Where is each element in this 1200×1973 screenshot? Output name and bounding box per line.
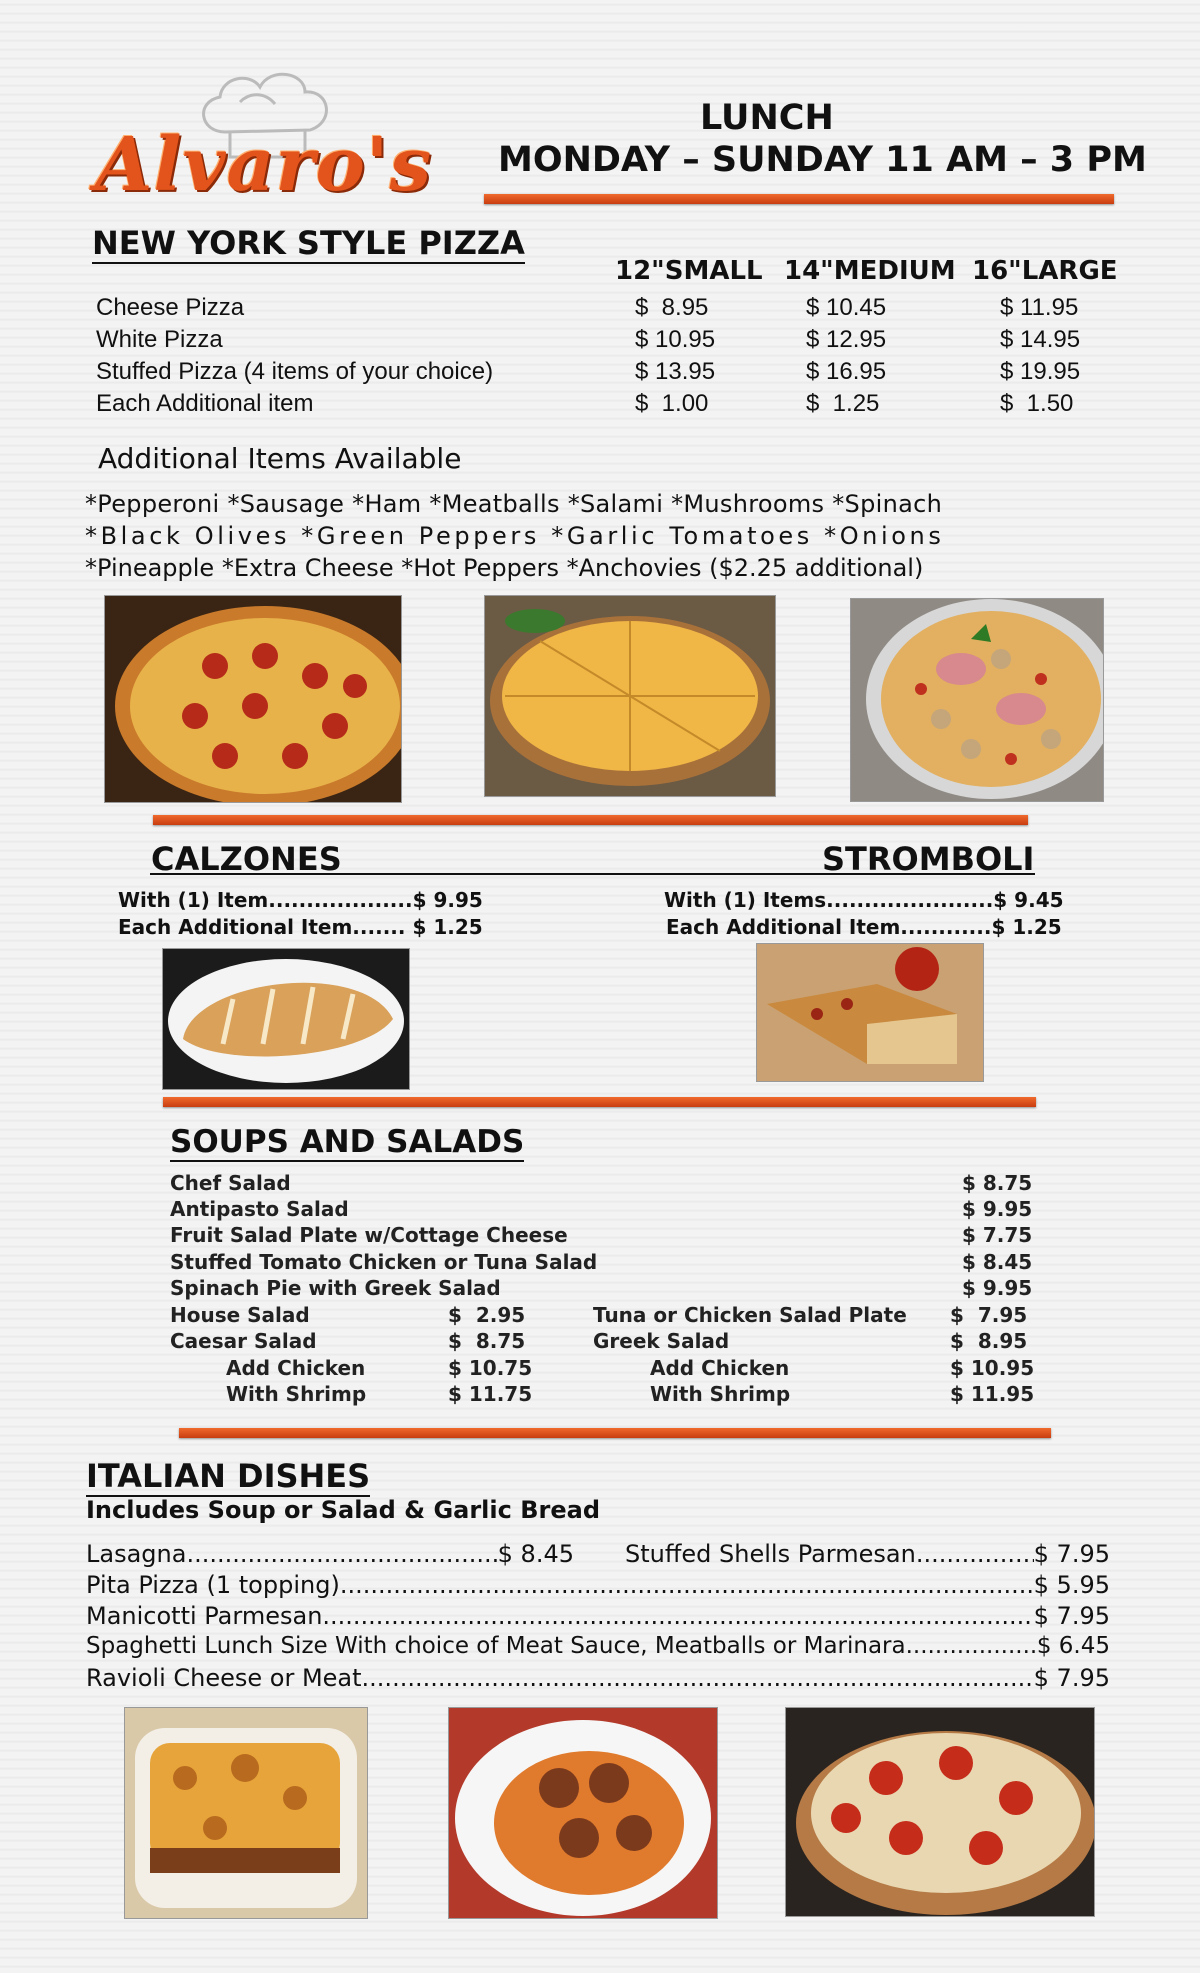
pizza-name: Stuffed Pizza (4 items of your choice) [96,358,494,385]
header-divider [484,194,1114,204]
dish-name: Manicotti Parmesan [86,1602,323,1630]
salad-price: $ 9.95 [962,1276,1033,1300]
header-lunch: LUNCH [700,98,834,138]
header-hours: MONDAY – SUNDAY 11 AM – 3 PM [498,140,1147,180]
pizza-divider [153,815,1028,825]
size-small: 12"SMALL [615,256,763,286]
leader-dots [186,1540,497,1568]
dish-name: Ravioli Cheese or Meat [86,1664,362,1692]
italian-title: ITALIAN DISHES [86,1457,371,1495]
soups-divider [179,1428,1051,1438]
price-small: $ 10.95 [635,326,716,353]
stromboli-price-additional: Each Additional Item............$ 1.25 [666,915,1062,939]
logo [90,62,470,212]
menu-row [86,1664,1110,1692]
price-small: $ 1.00 [635,390,709,417]
salad-item: House Salad [170,1303,310,1327]
stromboli-photo [756,943,984,1082]
salad-price: $ 8.95 [950,1329,1028,1353]
salad-price: $ 11.75 [448,1382,533,1406]
supreme-pizza-photo [850,598,1104,802]
price-medium: $ 1.25 [806,390,880,417]
stromboli-price-item: With (1) Items......................$ 9.45 [664,888,1064,912]
leader-dots [362,1664,1034,1692]
pizza-row [96,326,223,354]
salad-price: $ 10.95 [950,1356,1035,1380]
pizza-row [96,294,244,322]
calzones-title: CALZONES [151,840,342,878]
price-medium: $ 16.95 [806,358,887,385]
salad-price: $ 10.75 [448,1356,533,1380]
salad-item: Tuna or Chicken Salad Plate [593,1303,907,1327]
leader-dots [916,1540,1034,1568]
price-large: $ 19.95 [1000,358,1081,385]
salad-price: $ 8.75 [962,1171,1033,1195]
price-large: $ 11.95 [1000,294,1079,321]
dish-price: $ 8.45 [497,1540,574,1568]
menu-row-lasagna [86,1540,574,1568]
price-small: $ 8.95 [635,294,709,321]
price-medium: $ 10.45 [806,294,887,321]
pizza-name: Each Additional item [96,390,314,417]
dish-price: $ 6.45 [1036,1633,1110,1659]
salad-item: Chef Salad [170,1171,291,1195]
menu-row [86,1571,1110,1599]
menu-row-shells [625,1540,1110,1568]
additional-items-line: *Pineapple *Extra Cheese *Hot Peppers *Anchovies ($2.25 additional) [85,554,924,582]
salad-price: $ 2.95 [448,1303,526,1327]
salad-price: $ 7.75 [962,1223,1033,1247]
salad-price: $ 11.95 [950,1382,1035,1406]
calzone-photo [162,948,410,1090]
salad-item: Stuffed Tomato Chicken or Tuna Salad [170,1250,598,1274]
price-large: $ 14.95 [1000,326,1081,353]
dish-name: Pita Pizza (1 topping) [86,1571,340,1599]
salad-item: With Shrimp [650,1382,791,1406]
dish-price: $ 7.95 [1033,1664,1110,1692]
leader-dots [340,1571,1034,1599]
salad-item: Antipasto Salad [170,1197,349,1221]
leader-dots [906,1633,1037,1659]
additional-items-line: *Pepperoni *Sausage *Ham *Meatballs *Salami *Mushrooms *Spinach [85,490,943,518]
size-medium: 14"MEDIUM [784,256,956,286]
calzone-price-additional: Each Additional Item....... $ 1.25 [118,915,483,939]
dish-name: Spaghetti Lunch Size With choice of Meat Sauce, Meatballs or Marinara [86,1633,906,1659]
salad-price: $ 9.95 [962,1197,1033,1221]
salad-price: $ 8.75 [448,1329,526,1353]
menu-row [86,1602,1110,1630]
dish-name: Lasagna [86,1540,187,1568]
pizza-name: Cheese Pizza [96,294,245,321]
dish-price: $ 7.95 [1033,1540,1110,1568]
salad-item: Fruit Salad Plate w/Cottage Cheese [170,1223,568,1247]
pizza-row [96,358,493,386]
additional-items-line: *Black Olives *Green Peppers *Garlic Tomatoes *Onions [85,522,945,550]
price-large: $ 1.50 [1000,390,1074,417]
salad-item: With Shrimp [226,1382,367,1406]
leader-dots [322,1602,1033,1630]
pizza-name: White Pizza [96,326,223,353]
soups-salads-title: SOUPS AND SALADS [170,1124,525,1160]
calzone-price-item: With (1) Item...................$ 9.95 [118,888,483,912]
size-large: 16"LARGE [972,256,1118,286]
salad-item: Caesar Salad [170,1329,317,1353]
pizza-row [96,390,313,418]
salad-price: $ 7.95 [950,1303,1028,1327]
spaghetti-meatballs-photo [448,1707,718,1919]
dish-name: Stuffed Shells Parmesan [625,1540,916,1568]
dish-price: $ 5.95 [1033,1571,1110,1599]
lasagna-photo [124,1707,368,1919]
price-small: $ 13.95 [635,358,716,385]
menu-row [86,1633,1110,1659]
salad-item: Greek Salad [593,1329,730,1353]
calzone-divider [163,1097,1036,1107]
stromboli-title: STROMBOLI [822,840,1035,878]
pita-pizza-photo [785,1707,1095,1917]
salad-item: Add Chicken [650,1356,790,1380]
salad-price: $ 8.45 [962,1250,1033,1274]
additional-items-title: Additional Items Available [98,442,462,475]
price-medium: $ 12.95 [806,326,887,353]
pizza-section-title: NEW YORK STYLE PIZZA [92,224,525,262]
salad-item: Add Chicken [226,1356,366,1380]
brand-name: Alvaro's [95,122,433,208]
salad-item: Spinach Pie with Greek Salad [170,1276,501,1300]
pepperoni-pizza-photo [104,595,402,803]
dish-price: $ 7.95 [1033,1602,1110,1630]
italian-subtitle: Includes Soup or Salad & Garlic Bread [86,1496,600,1524]
cheese-pizza-photo [484,595,776,797]
